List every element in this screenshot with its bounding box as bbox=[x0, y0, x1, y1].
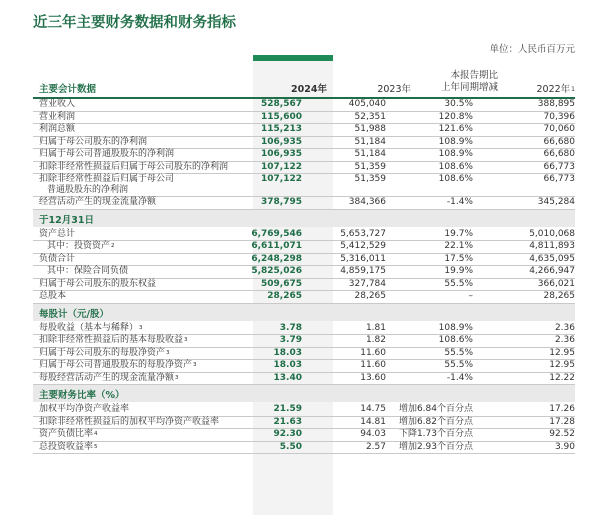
value-2024: 509,675 bbox=[261, 278, 302, 289]
table-row bbox=[33, 162, 575, 175]
section-header-ratios bbox=[33, 385, 575, 402]
value-2024: 5.50 bbox=[279, 441, 302, 452]
value-2022: 70,060 bbox=[543, 124, 575, 134]
row-label bbox=[39, 360, 197, 371]
table-row bbox=[33, 112, 575, 125]
value-change: 108.6% bbox=[438, 174, 473, 184]
value-change: – bbox=[468, 291, 473, 301]
table-row bbox=[33, 373, 575, 386]
value-change: 55.5% bbox=[444, 360, 473, 370]
value-2024: 3.78 bbox=[279, 322, 302, 333]
value-2024: 106,935 bbox=[261, 136, 302, 147]
value-2022: 12.22 bbox=[549, 372, 575, 383]
value-change: 增加6.82个百分点 bbox=[398, 416, 473, 427]
header-2022-label: 2022年 bbox=[536, 84, 571, 95]
table-row bbox=[33, 429, 575, 442]
section-header-per-share bbox=[33, 304, 575, 321]
value-2024: 107,122 bbox=[261, 174, 302, 184]
value-2023: 2.57 bbox=[365, 441, 386, 452]
row-label-text: 归属于母公司普通股股东的每股净资产 bbox=[39, 360, 193, 370]
value-change: 17.5% bbox=[444, 253, 473, 264]
row-label: 总股本 bbox=[39, 291, 67, 301]
row-label-text: 每股收益（基本与稀释） bbox=[39, 322, 139, 333]
value-change: 下降1.73个百分点 bbox=[398, 429, 473, 439]
table-row bbox=[33, 266, 575, 279]
value-2022: 12.95 bbox=[549, 347, 575, 358]
value-change: 增加2.93个百分点 bbox=[398, 441, 473, 452]
row-label-text: 扣除非经常性损益后的基本每股收益 bbox=[39, 335, 184, 345]
value-2022: 66,773 bbox=[543, 161, 575, 172]
value-change: 增加6.84个百分点 bbox=[398, 404, 473, 414]
row-label-text: 归属于母公司股东的每股净资产 bbox=[39, 347, 166, 358]
value-2024: 6,769,546 bbox=[251, 228, 302, 239]
header-label: 主要会计数据 bbox=[39, 84, 97, 95]
header-2023: 2023年 bbox=[377, 84, 411, 95]
value-2023: 28,265 bbox=[354, 291, 386, 301]
row-label: 营业利润 bbox=[39, 111, 76, 122]
header-change-line2: 上年同期增减 bbox=[440, 82, 498, 93]
row-label: 营业收入 bbox=[39, 99, 76, 109]
table-row bbox=[33, 124, 575, 137]
value-2023: 51,184 bbox=[354, 136, 386, 147]
row-label: 利润总额 bbox=[39, 124, 76, 134]
value-2023: 4,859,175 bbox=[340, 266, 386, 276]
table-row bbox=[33, 291, 575, 304]
header-2022-footnote: 1 bbox=[571, 86, 575, 93]
value-change: 108.9% bbox=[438, 322, 473, 333]
value-2022: 12.95 bbox=[549, 360, 575, 370]
row-label: 其中：保险合同负债 bbox=[47, 266, 129, 276]
section-title: 每股计（元/股） bbox=[39, 308, 109, 320]
value-2024: 106,935 bbox=[261, 149, 302, 159]
table-row bbox=[33, 417, 575, 430]
section-title: 主要财务比率（%） bbox=[39, 390, 125, 401]
value-2023: 13.60 bbox=[360, 372, 386, 383]
value-2024: 115,213 bbox=[261, 124, 302, 134]
header-change-line1: 本报告期比 bbox=[450, 70, 498, 81]
table-row bbox=[33, 174, 575, 197]
table-row bbox=[33, 99, 575, 112]
row-label bbox=[39, 323, 143, 334]
value-2024: 5,825,026 bbox=[251, 266, 302, 276]
value-2024: 13.40 bbox=[273, 372, 302, 383]
value-change: 19.7% bbox=[444, 228, 473, 239]
value-change: 121.6% bbox=[438, 124, 473, 134]
value-2023: 14.81 bbox=[360, 416, 386, 427]
table-row bbox=[33, 348, 575, 361]
table-row bbox=[33, 360, 575, 373]
value-change: 55.5% bbox=[444, 347, 473, 358]
unit-label: 单位：人民币百万元 bbox=[489, 44, 575, 55]
value-2022: 3.90 bbox=[554, 441, 575, 452]
value-2023: 51,359 bbox=[354, 161, 386, 172]
table-row bbox=[33, 323, 575, 336]
value-2023: 51,988 bbox=[354, 124, 386, 134]
value-change: 108.9% bbox=[438, 149, 473, 159]
value-2022: 17.28 bbox=[549, 416, 575, 427]
value-2023: 52,351 bbox=[354, 111, 386, 122]
table-row bbox=[33, 254, 575, 267]
row-label-text: 资产负债比率 bbox=[39, 429, 94, 439]
section-title: 于12月31日 bbox=[39, 214, 94, 226]
value-2022: 4,811,893 bbox=[529, 241, 575, 251]
value-2024: 107,122 bbox=[261, 161, 302, 172]
value-2024: 6,248,298 bbox=[251, 253, 302, 264]
table-row bbox=[33, 197, 575, 210]
table-row bbox=[33, 229, 575, 242]
row-label-text: 总投资收益率 bbox=[39, 441, 94, 452]
value-2022: 4,266,947 bbox=[529, 266, 575, 276]
row-label: 扣除非经常性损益后归属于母公司 bbox=[39, 174, 175, 184]
value-2022: 345,284 bbox=[537, 197, 575, 207]
value-2022: 28,265 bbox=[543, 291, 575, 301]
value-2022: 388,895 bbox=[537, 99, 575, 109]
value-2023: 1.82 bbox=[365, 335, 386, 345]
value-change: 30.5% bbox=[444, 99, 473, 109]
row-label bbox=[39, 373, 179, 384]
value-2024: 18.03 bbox=[273, 360, 302, 370]
row-label bbox=[39, 335, 188, 346]
value-change: 19.9% bbox=[444, 266, 473, 276]
value-2024: 378,795 bbox=[261, 197, 302, 207]
value-2024: 115,600 bbox=[261, 111, 302, 122]
row-label-text: 其中：投资资产 bbox=[47, 241, 111, 251]
footnote-marker: 2 bbox=[111, 243, 115, 249]
value-2022: 366,021 bbox=[537, 278, 575, 289]
header-2024: 2024年 bbox=[291, 84, 327, 95]
value-2022: 5,010,068 bbox=[529, 228, 575, 239]
value-2023: 5,653,727 bbox=[340, 228, 386, 239]
row-label: 负债合计 bbox=[39, 253, 76, 264]
value-2022: 2.36 bbox=[554, 335, 575, 345]
table-row bbox=[33, 137, 575, 150]
value-2024: 21.59 bbox=[273, 404, 302, 414]
footnote-marker: 3 bbox=[166, 349, 170, 356]
table-row bbox=[33, 241, 575, 254]
value-2023: 5,316,011 bbox=[340, 253, 386, 264]
value-2022: 66,680 bbox=[543, 149, 575, 159]
value-2022: 70,396 bbox=[543, 111, 575, 122]
value-change: 108.6% bbox=[438, 335, 473, 345]
header-2022 bbox=[536, 84, 575, 96]
value-2022: 66,773 bbox=[543, 174, 575, 184]
footnote-marker: 3 bbox=[193, 362, 197, 368]
value-change: 120.8% bbox=[438, 111, 473, 122]
value-change: 108.6% bbox=[438, 161, 473, 172]
value-2022: 66,680 bbox=[543, 136, 575, 147]
value-2024: 528,567 bbox=[261, 99, 302, 109]
value-change: 55.5% bbox=[444, 278, 473, 289]
page-title: 近三年主要财务数据和财务指标 bbox=[33, 15, 236, 31]
value-2023: 1.81 bbox=[365, 322, 386, 333]
table-row bbox=[33, 279, 575, 292]
value-2023: 5,412,529 bbox=[340, 241, 386, 251]
value-2022: 4,635,095 bbox=[529, 253, 575, 264]
table-row bbox=[33, 335, 575, 348]
value-2023: 51,184 bbox=[354, 149, 386, 159]
footnote-marker: 5 bbox=[94, 443, 98, 450]
section-header-year-end bbox=[33, 210, 575, 227]
row-label: 归属于母公司股东的净利润 bbox=[39, 136, 148, 147]
value-2023: 94.03 bbox=[360, 429, 386, 439]
row-label bbox=[39, 348, 170, 359]
value-change: 108.9% bbox=[438, 136, 473, 147]
value-2024: 3.79 bbox=[279, 335, 302, 345]
footnote-marker: 3 bbox=[184, 337, 188, 343]
value-2022: 92.52 bbox=[549, 429, 575, 439]
row-label: 扣除非经常性损益后的加权平均净资产收益率 bbox=[39, 416, 220, 427]
value-2023: 327,784 bbox=[348, 278, 386, 289]
footnote-marker: 3 bbox=[175, 374, 179, 381]
value-2024: 92.30 bbox=[273, 429, 302, 439]
value-2024: 18.03 bbox=[273, 347, 302, 358]
table-row bbox=[33, 149, 575, 162]
row-label bbox=[39, 442, 98, 453]
financial-table bbox=[33, 99, 575, 454]
row-label: 归属于母公司普通股股东的净利润 bbox=[39, 149, 175, 159]
footnote-marker: 3 bbox=[139, 324, 143, 331]
value-2023: 405,040 bbox=[348, 99, 386, 109]
row-label: 资产总计 bbox=[39, 228, 76, 239]
value-2023: 11.60 bbox=[360, 347, 386, 358]
row-label: 扣除非经常性损益后归属于母公司股东的净利润 bbox=[39, 161, 229, 172]
row-label: 经营活动产生的现金流量净额 bbox=[39, 197, 157, 207]
table-row bbox=[33, 442, 575, 455]
row-label: 加权平均净资产收益率 bbox=[39, 404, 130, 414]
value-2023: 11.60 bbox=[360, 360, 386, 370]
row-label-continued: 普通股股东的净利润 bbox=[47, 185, 129, 195]
row-label-text: 每股经营活动产生的现金流量净额 bbox=[39, 372, 175, 383]
value-2022: 2.36 bbox=[554, 322, 575, 333]
value-2024: 6,611,071 bbox=[251, 241, 302, 251]
value-2023: 14.75 bbox=[360, 404, 386, 414]
value-2023: 384,366 bbox=[348, 197, 386, 207]
value-2024: 28,265 bbox=[267, 291, 302, 301]
highlight-column-bar bbox=[253, 55, 333, 61]
footnote-marker: 4 bbox=[94, 431, 98, 437]
header-change bbox=[441, 70, 498, 94]
row-label: 归属于母公司股东的股东权益 bbox=[39, 278, 157, 289]
value-change: -1.4% bbox=[446, 197, 473, 207]
table-row bbox=[33, 404, 575, 417]
value-change: 22.1% bbox=[444, 241, 473, 251]
row-label bbox=[47, 241, 115, 252]
value-change: -1.4% bbox=[446, 372, 473, 383]
value-2023: 51,359 bbox=[354, 174, 386, 184]
value-2024: 21.63 bbox=[273, 416, 302, 427]
row-label bbox=[39, 429, 98, 440]
value-2022: 17.26 bbox=[549, 404, 575, 414]
